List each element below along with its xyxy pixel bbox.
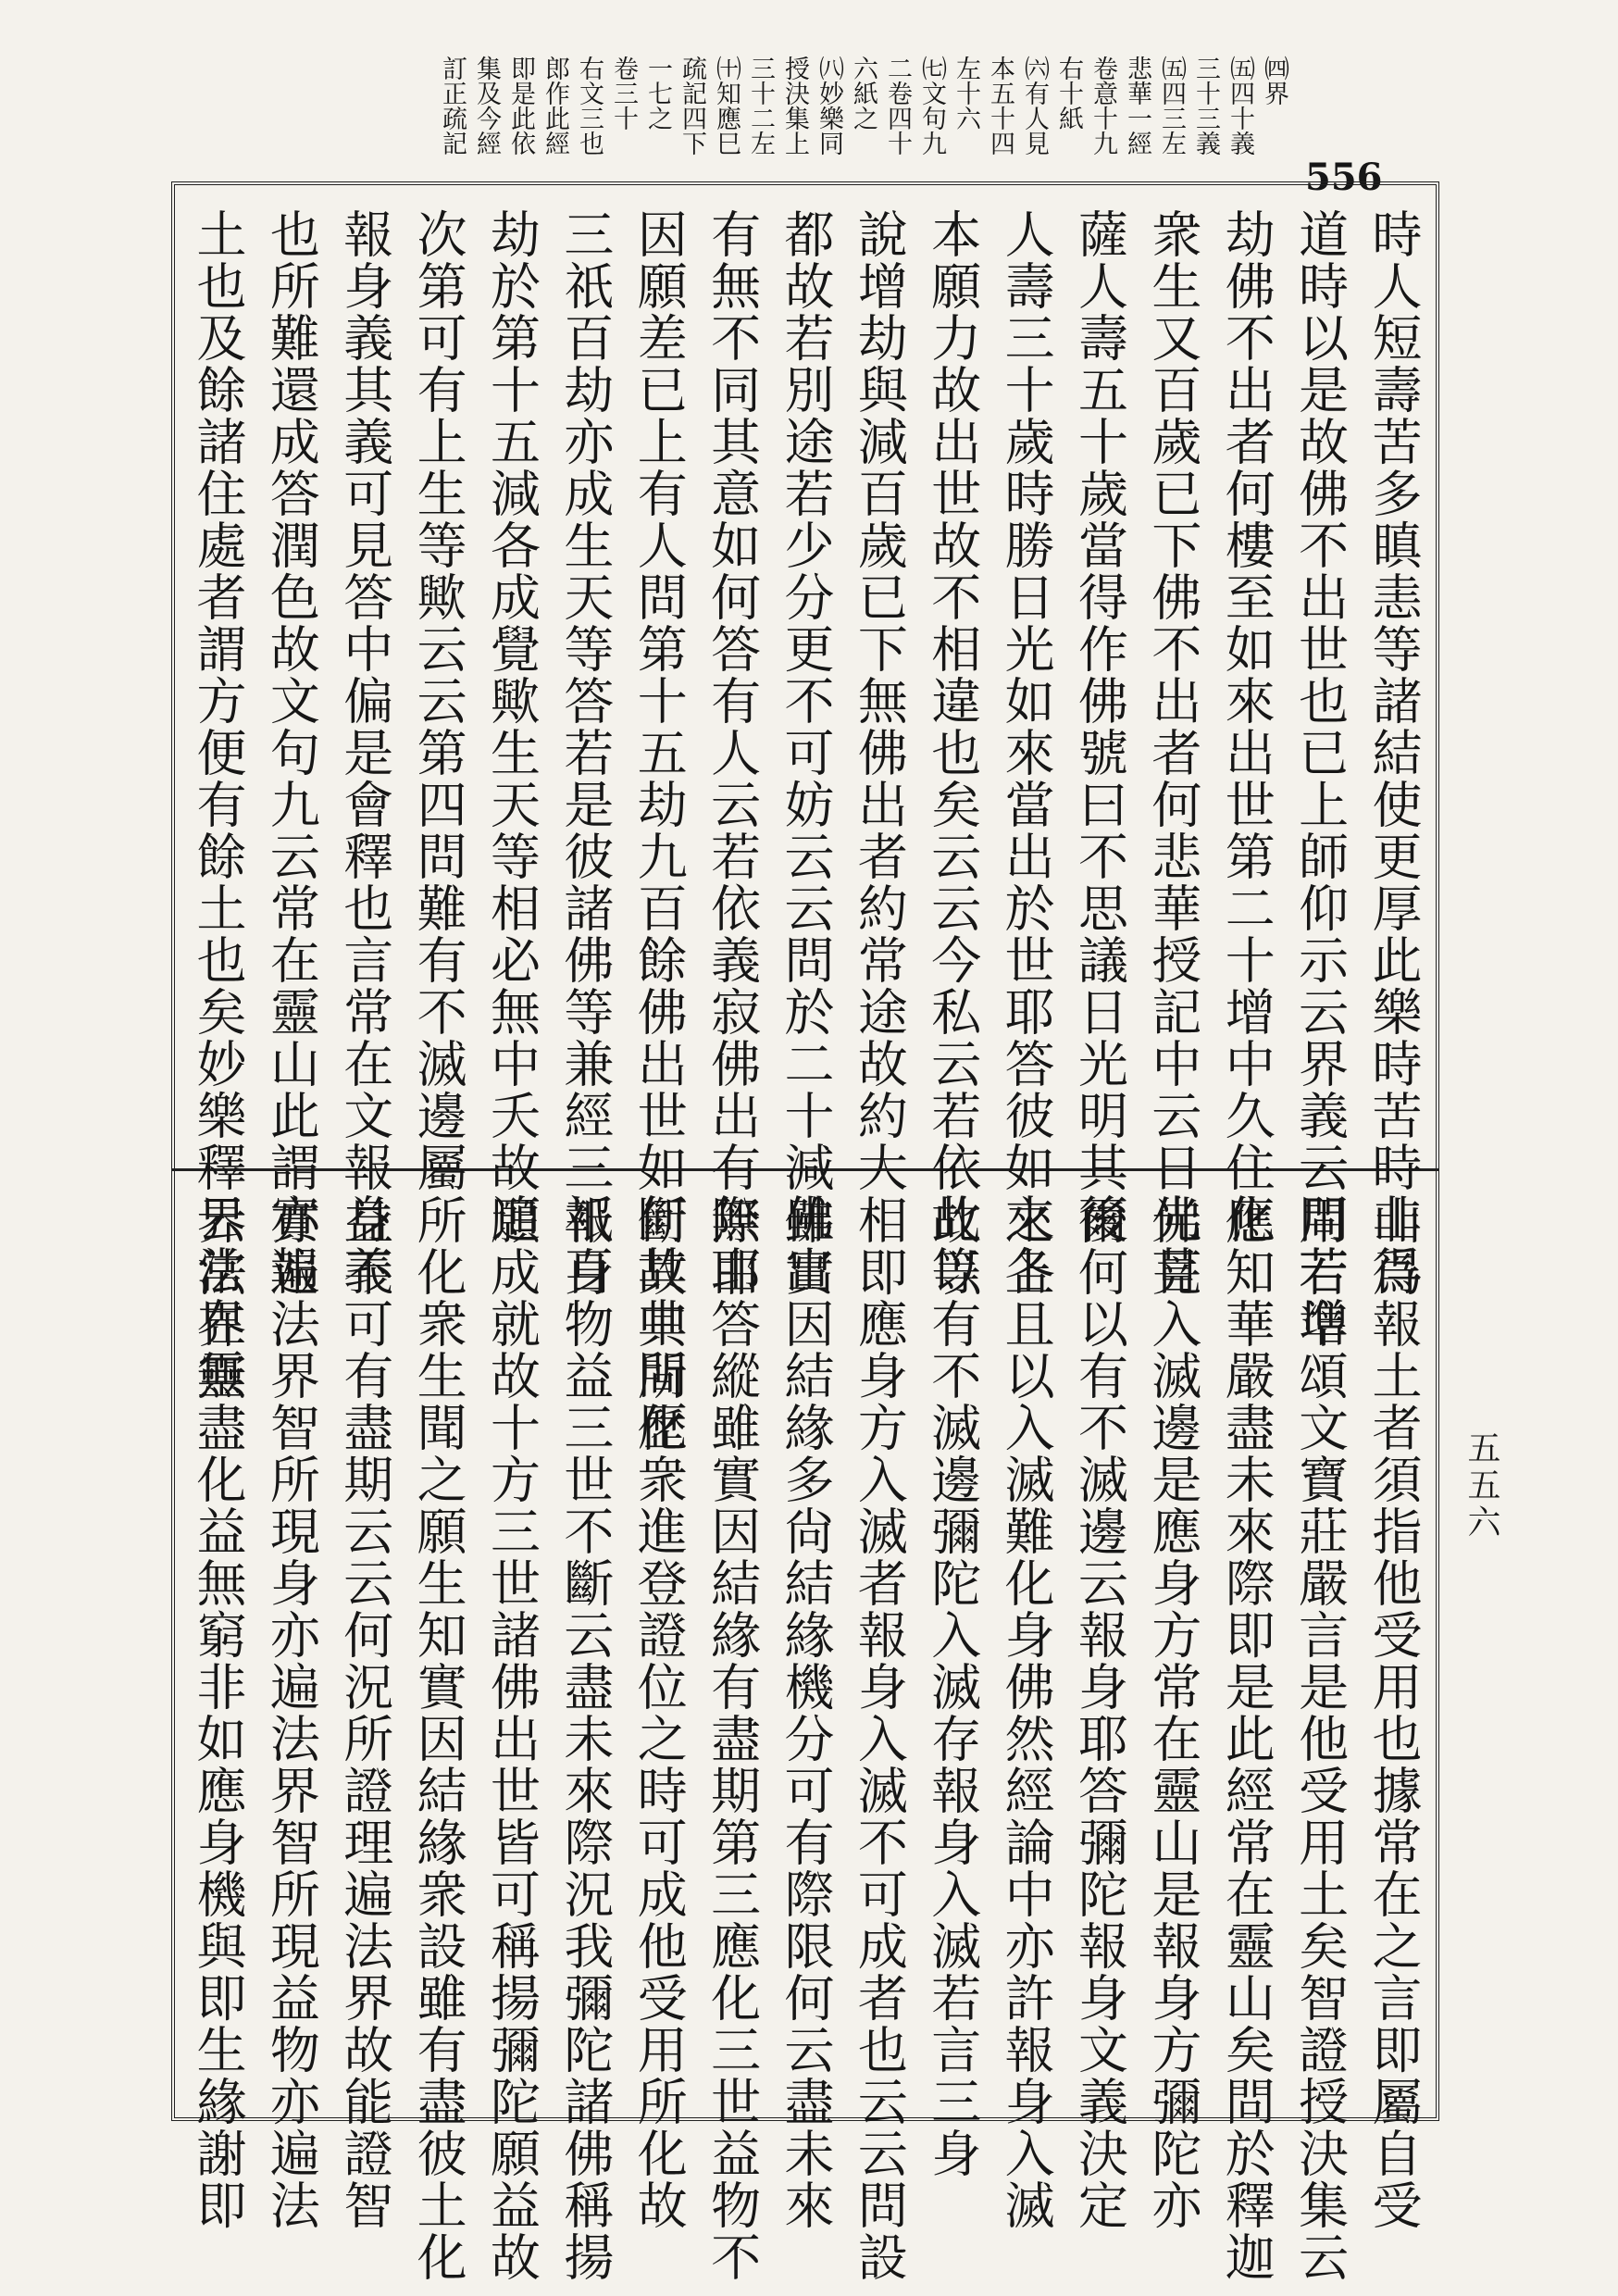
text-column: 說增劫與減百歲已下無佛出者約常途故約大 <box>850 208 909 1193</box>
note-line: 二卷四十 <box>883 56 912 156</box>
text-column: 亦遍法界智所現身亦遍法界智所現益物亦遍法 <box>262 1194 321 2231</box>
text-column: 三祇百劫亦成生天等答若是彼諸佛等兼經三祇百 <box>555 208 615 1297</box>
note-line: ㈣界 <box>1260 56 1288 106</box>
note-line: 即是此依 <box>506 56 535 156</box>
text-column: 際耶答縱雖實因結緣有盡期第三應化三世益物不 <box>703 1194 762 2283</box>
lower-register <box>189 1194 1423 2283</box>
text-column: 斷故其所化衆進登證位之時可成他受用所化故 <box>629 1194 689 2231</box>
note-line: 六紙之 <box>849 56 877 131</box>
text-column: 願成就故十方三世諸佛出世皆可稱揚彌陀願益故 <box>482 1194 541 2283</box>
text-column: 本願力故出世故不相違也矣云云今私云若依此等 <box>923 208 982 1297</box>
text-column: 報身義其義可見答中偏是會釋也言常在文報身義 <box>335 208 394 1297</box>
text-column: 山爲報土者須指他受用也據常在之言即屬自受 <box>1364 1194 1423 2231</box>
text-column: 之上且以入滅難化身佛然經論中亦許報身入滅 <box>997 1194 1056 2231</box>
note-line: 右十紙 <box>1054 56 1083 131</box>
note-line: ㈥有人見 <box>1020 56 1049 156</box>
note-line: 一七之 <box>643 56 672 131</box>
text-column: 爾何以有不滅邊云報身耶答彌陀報身文義決定 <box>1070 1194 1129 2231</box>
text-column: 故以有不滅邊彌陀入滅存報身入滅若言三身 <box>923 1194 982 2179</box>
note-line: ㈦文句九 <box>917 56 946 156</box>
text-column: 所化衆生聞之願生知實因結緣衆設雖有盡彼土化 <box>409 1194 468 2283</box>
note-line: 集及今經 <box>472 56 501 156</box>
note-line: 左十六 <box>952 56 980 131</box>
text-column: 益不可有盡期云云何況所證理遍法界故能證智 <box>335 1194 394 2231</box>
text-column: 道時以是故佛不出世也已上師仰示云界義云問若增 <box>1290 208 1350 1349</box>
text-column: 衆生又百歲已下佛不出者何悲華授記中云日光菩 <box>1143 208 1202 1297</box>
note-line: ㈩知應巳 <box>712 56 741 156</box>
text-column: 劫佛不出者何樓至如來出世第二十增中久住化 <box>1217 208 1276 1245</box>
note-line: 訂正疏記 <box>438 56 467 156</box>
text-column: 報身物益三世不斷云盡未來際況我彌陀諸佛稱揚 <box>555 1194 615 2283</box>
note-line: 右文三也 <box>575 56 604 156</box>
text-column: 佛見入滅邊是應身方常在靈山是報身方彌陀亦 <box>1143 1194 1202 2231</box>
text-column: 都故若別途若少分更不可妨云云問於二十減佛出 <box>777 208 835 1297</box>
text-column: 因願差已上有人問第十五劫九百餘佛出世如何其中間歷 <box>629 208 689 1453</box>
text-column: 有無不同其意如何答有人云若依義寂佛出有無由 <box>703 208 762 1297</box>
text-column: 相即應身方入滅者報身入滅不可成者也云云問設 <box>850 1194 909 2283</box>
text-column: 用若準頌文寶莊嚴言是他受用土矣智證授決集云 <box>1290 1194 1350 2283</box>
note-line: 卷意十九 <box>1089 56 1117 156</box>
text-column: 薩人壽五十歲當得作佛號曰不思議日光明其後 <box>1070 208 1129 1245</box>
upper-register <box>189 208 1423 1453</box>
note-line: 授決集上 <box>780 56 809 156</box>
note-line: 三十三義 <box>1191 56 1220 156</box>
note-line: ㈧妙樂同 <box>815 56 843 156</box>
text-column: 人壽三十歲時勝日光如來當出於世耶答彼如來各 <box>997 208 1056 1297</box>
text-column: 應知華嚴盡未來際即是此經常在靈山矣問於釋迦 <box>1217 1194 1276 2283</box>
side-page-number: 五五六 <box>1462 1430 1500 1541</box>
note-line: ㈤四三左 <box>1157 56 1186 156</box>
text-column: 雖實因結緣多尙結緣機分可有際限何云盡未來 <box>777 1194 835 2231</box>
note-line: 三十二左 <box>746 56 775 156</box>
note-line: 悲華一經 <box>1123 56 1151 156</box>
text-column: 劫於第十五減各成覺歟生天等相必無中夭故追 <box>482 208 541 1245</box>
note-line: 疏記四下 <box>678 56 706 156</box>
text-column: 界法界無盡化益無窮非如應身機與即生緣謝即 <box>189 1194 247 2231</box>
note-line: 卷三十 <box>609 56 638 131</box>
header-notes <box>398 56 1287 181</box>
text-column: 土也及餘諸住處者謂方便有餘土也矣妙樂釋云常在靈 <box>189 208 247 1401</box>
text-column: 次第可有上生等歟云云第四問難有不滅邊屬 <box>409 208 468 1193</box>
note-line: 本五十四 <box>986 56 1014 156</box>
text-column: 時人短壽苦多瞋恚等諸結使更厚此樂時苦時非得 <box>1364 208 1423 1297</box>
note-line: ㈤四十義 <box>1226 56 1254 156</box>
note-line: 郎作此經 <box>541 56 569 156</box>
text-column: 也所難還成答潤色故文句九云常在靈山此謂實報 <box>262 208 321 1297</box>
page-number: 556 <box>1305 156 1383 199</box>
